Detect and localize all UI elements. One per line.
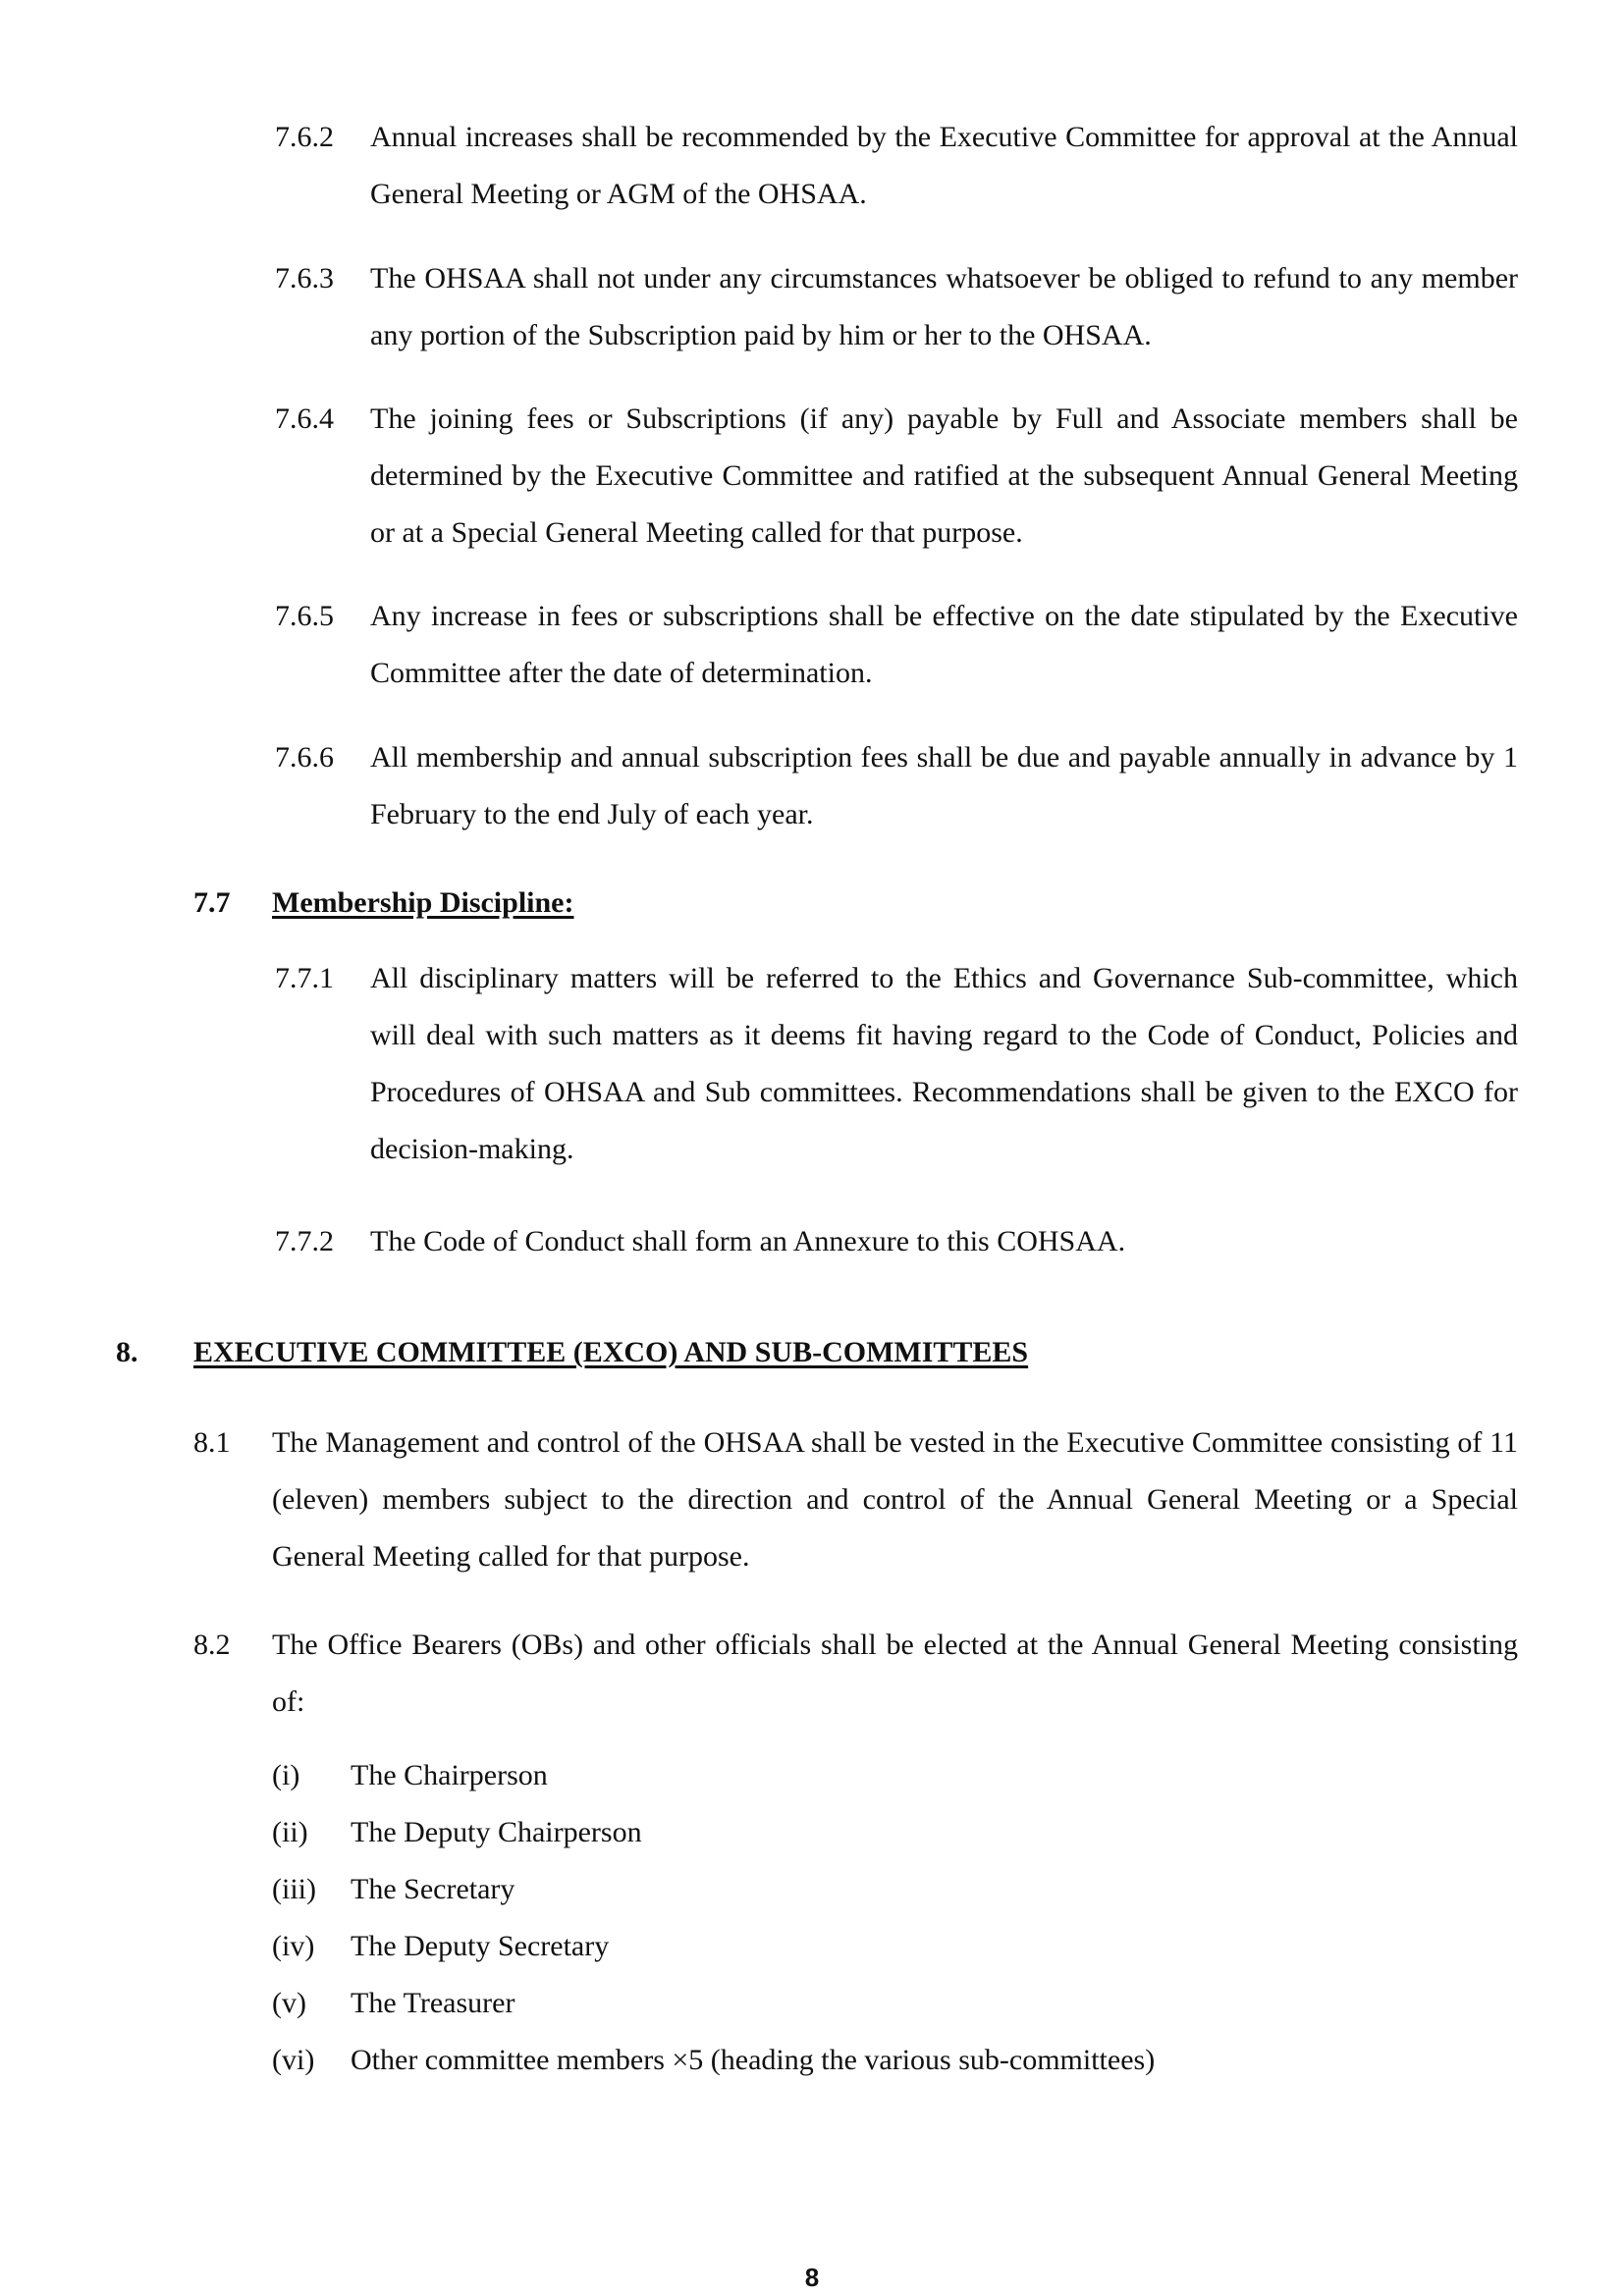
list-text: The Chairperson <box>351 1759 548 1791</box>
heading-7-7 <box>193 883 1470 923</box>
clause-text: The Management and control of the OHSAA shall be vested in the Executive Committee consisting of 11 (eleven) members subject to the direction and control of the Annual General Meeting or a Special General Meeting called for that purpose. <box>272 1426 1518 1573</box>
clause-number: 8.2 <box>193 1629 231 1661</box>
list-text: The Treasurer <box>351 1987 515 2019</box>
heading-number: 8. <box>116 1336 138 1368</box>
clause-number: 7.6.3 <box>275 262 334 294</box>
clause-number: 7.6.5 <box>275 600 334 632</box>
officer-list-item <box>272 1984 1499 2023</box>
clause-text: The Office Bearers (OBs) and other officials shall be elected at the Annual General Meeting consisting of: <box>272 1629 1518 1718</box>
clause-7-6-5 <box>275 588 1518 702</box>
heading-title: EXECUTIVE COMMITTEE (EXCO) AND SUB-COMMITTEES <box>193 1336 1029 1368</box>
list-text: The Deputy Secretary <box>351 1930 610 1962</box>
clause-8-2 <box>193 1617 1518 1731</box>
officer-list-item <box>272 1756 1499 1795</box>
clause-number: 7.6.6 <box>275 741 334 774</box>
list-marker: (i) <box>272 1759 300 1791</box>
clause-number: 7.7.1 <box>275 962 334 994</box>
clause-text: All disciplinary matters will be referred to the Ethics and Governance Sub-committee, which will deal with such matters as it deems fit having regard to the Code of Conduct, Policies and Procedures of OHSAA and Sub committees. Recommendations shall be given to the EXCO for decision-making. <box>370 962 1518 1165</box>
list-marker: (iii) <box>272 1873 316 1905</box>
clause-text: The joining fees or Subscriptions (if any) payable by Full and Associate members shall be determined by the Executive Committee and ratified at the subsequent Annual General Meeting or at a Special General Meeting called for that purpose. <box>370 402 1518 549</box>
officer-list-item <box>272 1870 1499 1909</box>
clause-7-6-3 <box>275 250 1518 364</box>
officer-list-item <box>272 1813 1499 1852</box>
clause-text: The Code of Conduct shall form an Annexure to this COHSAA. <box>370 1225 1126 1257</box>
clause-7-6-4 <box>275 391 1518 561</box>
list-text: The Secretary <box>351 1873 515 1905</box>
clause-7-7-2 <box>275 1213 1518 1270</box>
heading-number: 7.7 <box>193 886 231 919</box>
clause-number: 7.7.2 <box>275 1225 334 1257</box>
clause-text: Annual increases shall be recommended by the Executive Committee for approval at the Annual General Meeting or AGM of the OHSAA. <box>370 121 1518 210</box>
officer-list-item <box>272 1927 1499 1966</box>
list-text: The Deputy Chairperson <box>351 1816 642 1848</box>
officer-list-item <box>272 2041 1499 2080</box>
clause-7-6-2 <box>275 109 1518 223</box>
heading-title: Membership Discipline: <box>272 886 574 919</box>
clause-number: 7.6.2 <box>275 121 334 153</box>
list-marker: (iv) <box>272 1930 315 1962</box>
clause-text: Any increase in fees or subscriptions shall be effective on the date stipulated by the Executive Committee after the date of determination. <box>370 600 1518 689</box>
clause-text: All membership and annual subscription fees shall be due and payable annually in advance by 1 February to the end July of each year. <box>370 741 1518 830</box>
clause-7-6-6 <box>275 729 1518 843</box>
clause-text: The OHSAA shall not under any circumstances whatsoever be obliged to refund to any member any portion of the Subscription paid by him or her to the OHSAA. <box>370 262 1518 351</box>
clause-number: 8.1 <box>193 1426 231 1459</box>
clause-7-7-1 <box>275 950 1518 1178</box>
page-number: 8 <box>804 2263 820 2292</box>
clause-number: 7.6.4 <box>275 402 334 435</box>
list-text: Other committee members ×5 (heading the various sub-committees) <box>351 2044 1156 2076</box>
heading-section-8 <box>116 1333 1490 1372</box>
clause-8-1 <box>193 1415 1518 1585</box>
list-marker: (vi) <box>272 2044 315 2076</box>
list-marker: (v) <box>272 1987 306 2019</box>
list-marker: (ii) <box>272 1816 308 1848</box>
